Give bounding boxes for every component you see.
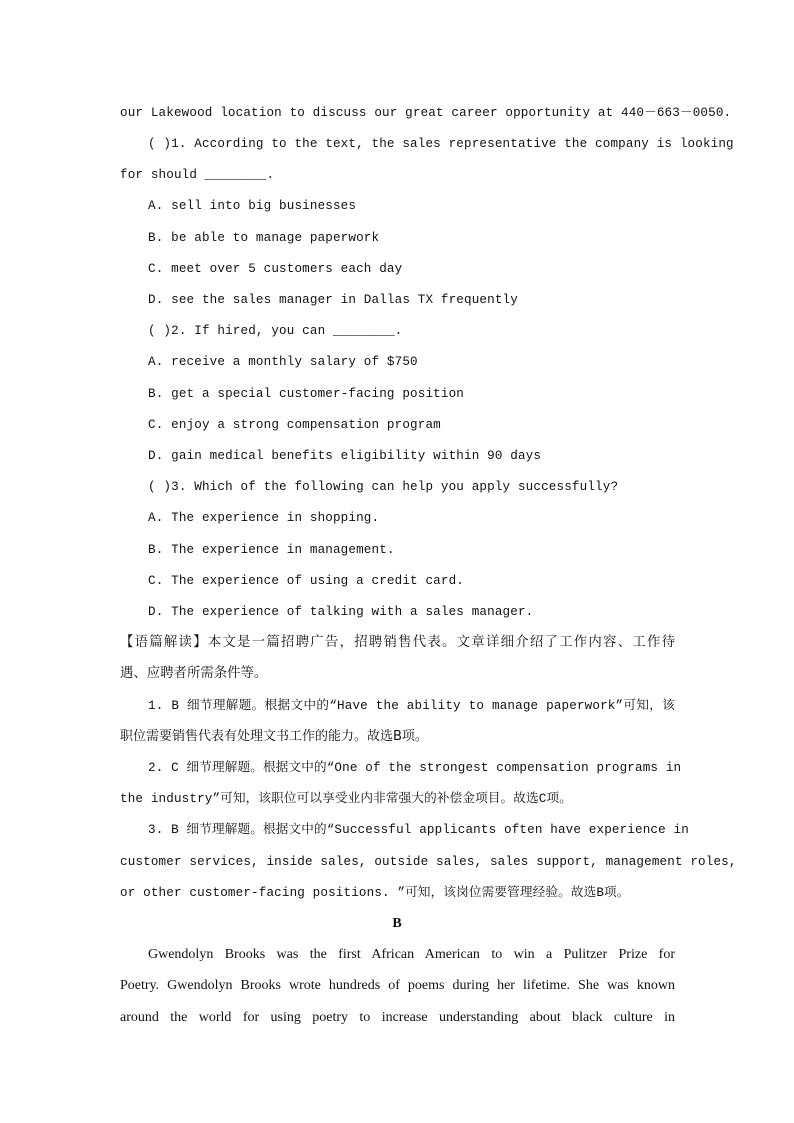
question-1-stem-cont: for should ________. xyxy=(120,168,275,182)
question-1-option-b: B. be able to manage paperwork xyxy=(148,231,380,245)
question-3-option-a: A. The experience in shopping. xyxy=(148,511,380,525)
question-2-option-d: D. gain medical benefits eligibility within 90 days xyxy=(148,449,542,463)
question-2-option-a: A. receive a monthly salary of $750 xyxy=(148,355,418,369)
answer-3-cont: customer services, inside sales, outside sales, sales support, management roles, xyxy=(120,855,737,869)
answer-1-cont: 职位需要销售代表有处理文书工作的能力。故选B项。 xyxy=(120,729,428,744)
question-1-option-c: C. meet over 5 customers each day xyxy=(148,262,403,276)
section-b-line-3: around the world for using poetry to increase understanding about black culture in xyxy=(120,1010,675,1025)
question-3-option-d: D. The experience of talking with a sales manager. xyxy=(148,605,534,619)
question-2-stem: ( )2. If hired, you can ________. xyxy=(148,324,403,338)
question-2-option-c: C. enjoy a strong compensation program xyxy=(148,418,441,432)
question-3-stem: ( )3. Which of the following can help you apply successfully? xyxy=(148,480,619,494)
answer-2-cont: the industry”可知，该职位可以享受业内非常强大的补偿金项目。故选C项。 xyxy=(120,792,572,806)
question-1-stem: ( )1. According to the text, the sales representative the company is looking xyxy=(148,137,734,151)
answer-3: 3. B 细节理解题。根据文中的“Successful applicants often have experience in xyxy=(148,823,689,837)
answer-2: 2. C 细节理解题。根据文中的“One of the strongest compensation programs in xyxy=(148,761,682,775)
question-1-option-a: A. sell into big businesses xyxy=(148,199,357,213)
question-1-option-d: D. see the sales manager in Dallas TX frequently xyxy=(148,293,518,307)
question-3-option-c: C. The experience of using a credit card. xyxy=(148,574,465,588)
analysis-intro-cont: 遇、应聘者所需条件等。 xyxy=(120,666,268,681)
section-b-heading: B xyxy=(392,916,402,931)
section-b-line-2: Poetry. Gwendolyn Brooks wrote hundreds of poems during her lifetime. She was known xyxy=(120,978,675,993)
question-3-option-b: B. The experience in management. xyxy=(148,543,395,557)
passage-a-tail: our Lakewood location to discuss our great career opportunity at 440－663－0050. xyxy=(120,106,732,120)
answer-1: 1. B 细节理解题。根据文中的“Have the ability to manage paperwork”可知，该 xyxy=(148,699,675,713)
section-b-line-1: Gwendolyn Brooks was the first African American to win a Pulitzer Prize for xyxy=(148,947,675,962)
question-2-option-b: B. get a special customer-facing position xyxy=(148,387,465,401)
answer-3-cont-2: or other customer-facing positions. ”可知，该岗位需要管理经验。故选B项。 xyxy=(120,886,630,900)
analysis-intro: 【语篇解读】本文是一篇招聘广告，招聘销售代表。文章详细介绍了工作内容、工作待 xyxy=(120,635,675,650)
